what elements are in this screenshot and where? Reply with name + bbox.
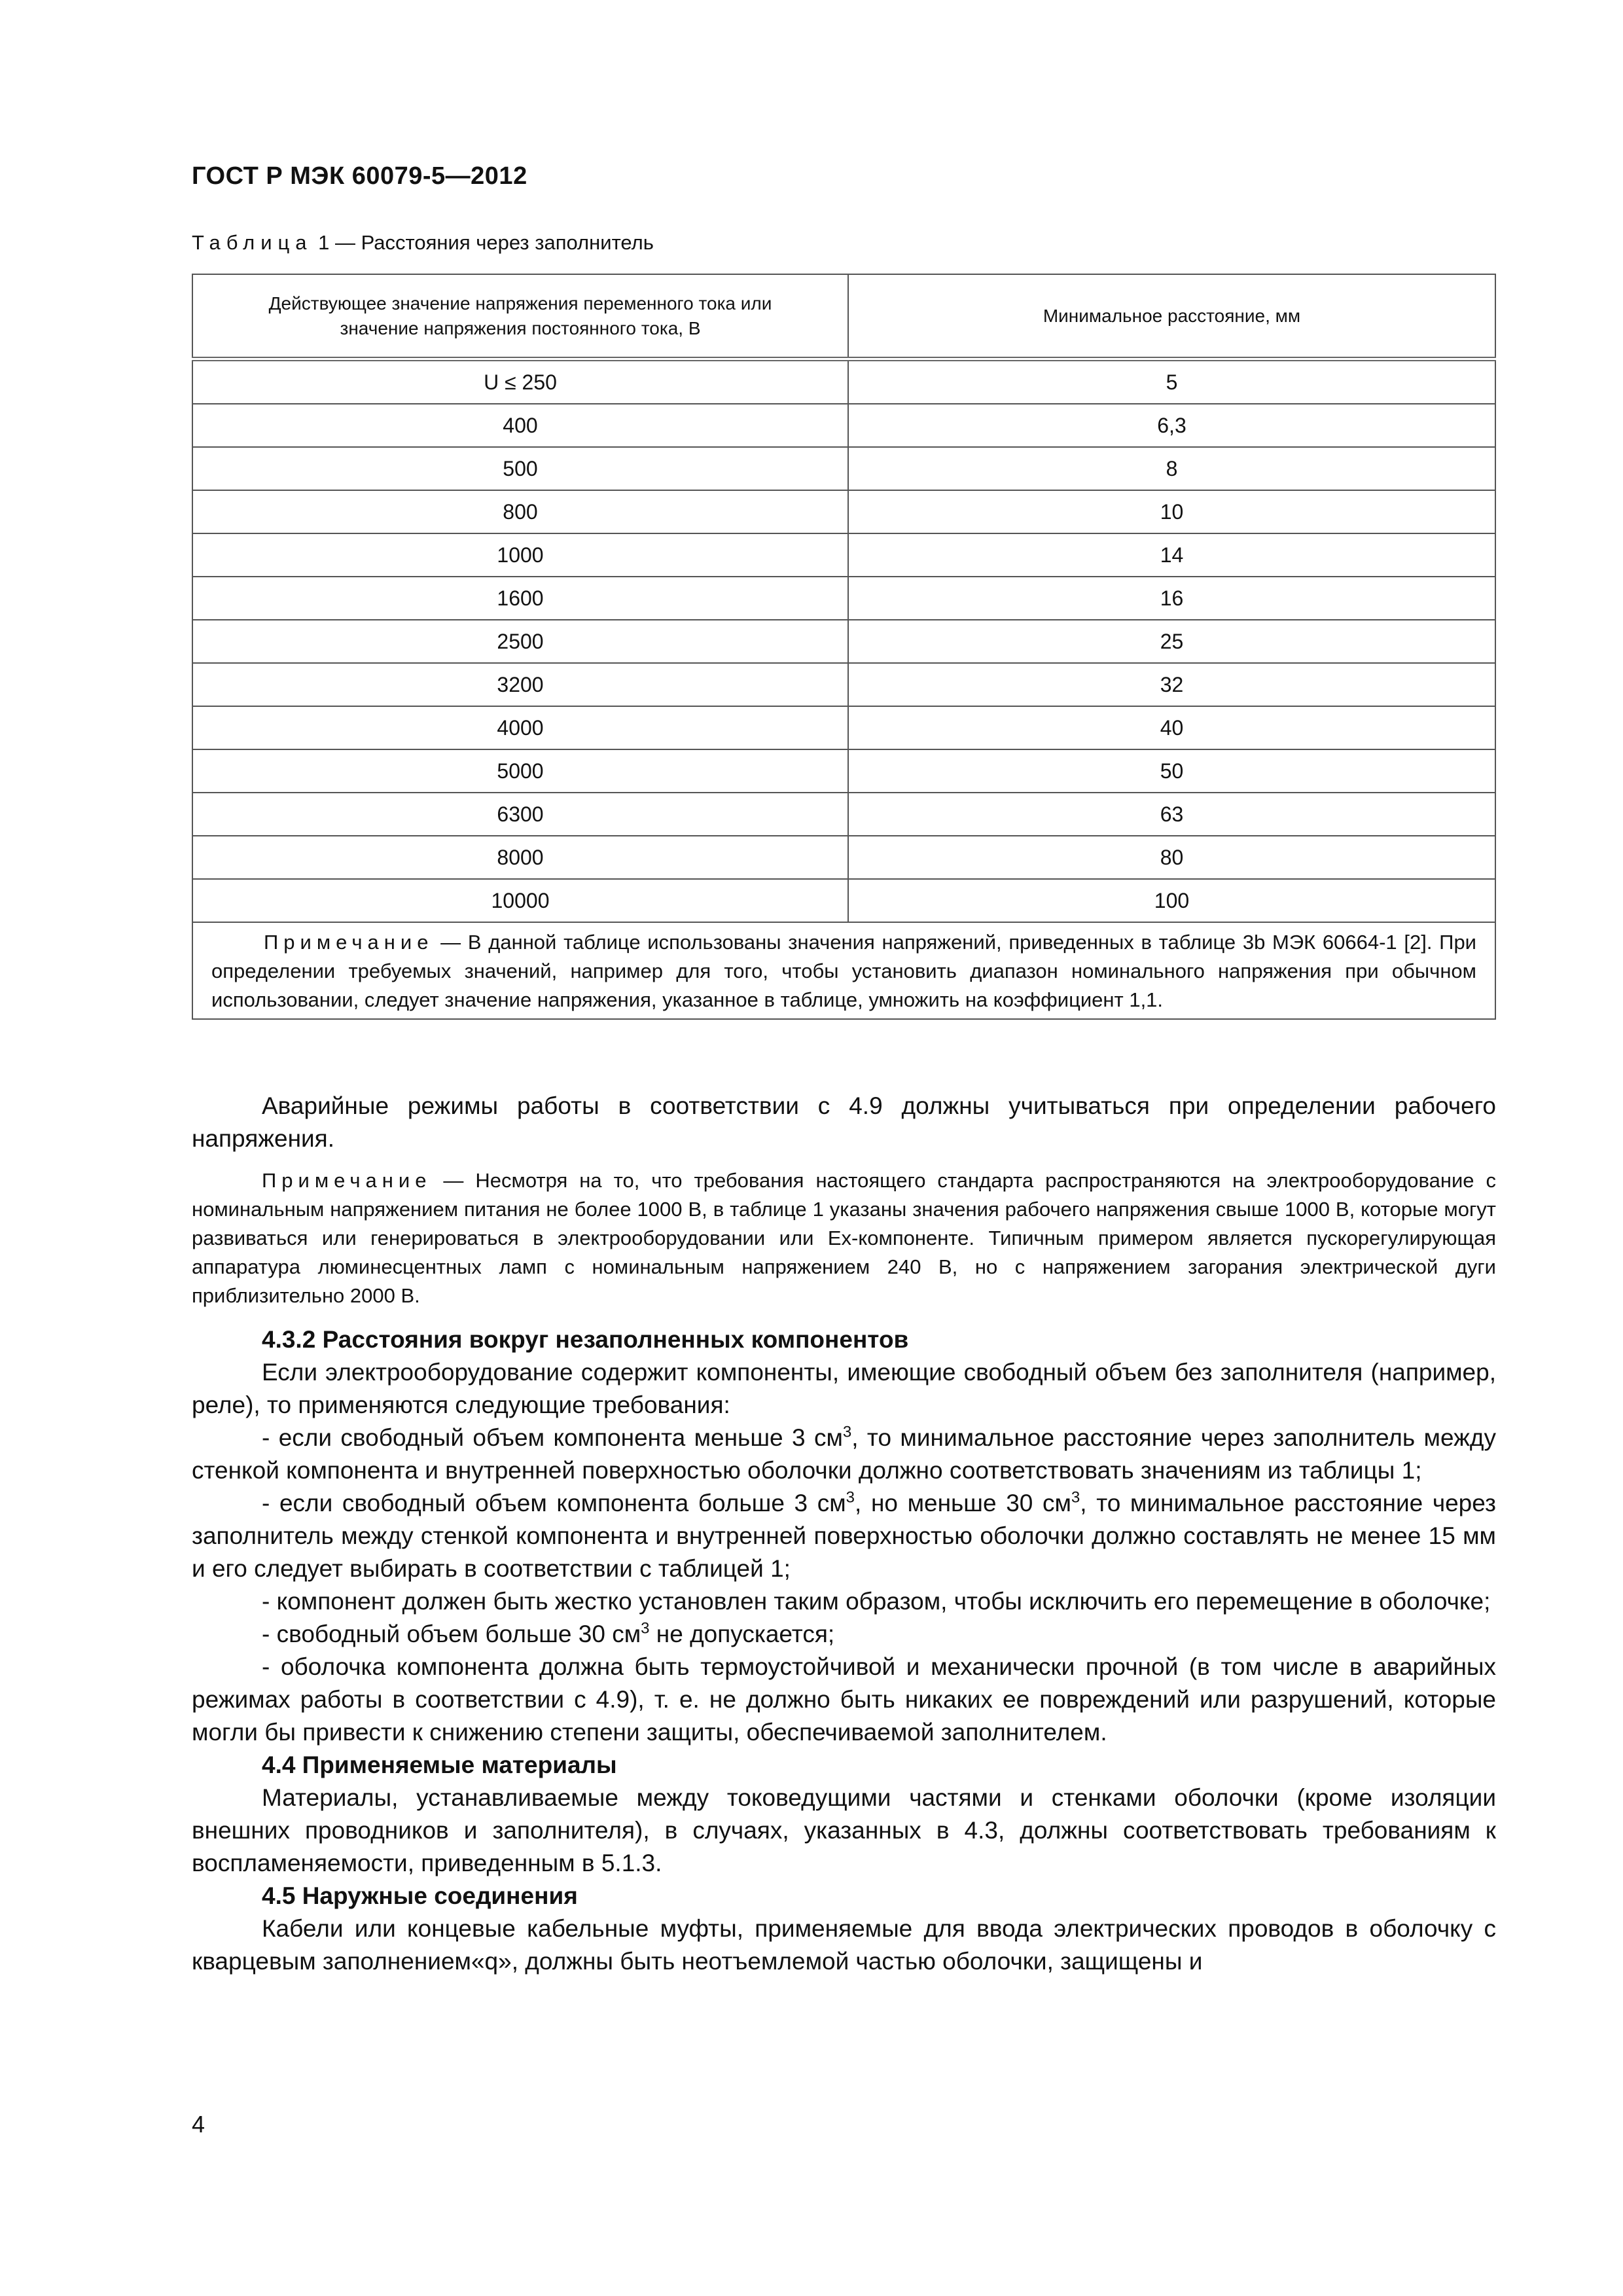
table-cell-distance: 14	[848, 533, 1495, 577]
table-cell-distance: 8	[848, 447, 1495, 490]
distances-table	[192, 274, 1496, 1020]
table-caption-word: Таблица	[192, 231, 313, 254]
list-item: - компонент должен быть жестко установлен таким образом, чтобы исключить его перемещение в оболочке;	[262, 1588, 1491, 1615]
table-header-distance: Минимальное расстояние, мм	[848, 274, 1495, 359]
body-note-word: Примечание	[262, 1169, 432, 1192]
body-note	[192, 1166, 1496, 1310]
table-row	[192, 359, 1495, 404]
table-cell-voltage: 1000	[192, 533, 848, 577]
table-row	[192, 793, 1495, 836]
section-4-5-text: Кабели или концевые кабельные муфты, применяемые для ввода электрических проводов в оболочку с кварцевым заполнением«q», должны быть неотъемлемой частью оболочки, защищены и	[192, 1915, 1496, 1975]
table-row	[192, 749, 1495, 793]
section-4-4-text: Материалы, устанавливаемые между токоведущими частями и стенками оболочки (кроме изоляции внешних проводников и заполнителя), в случаях, указанных в 4.3, должны соответствовать требованиям к воспламеняемости, приведенным в 5.1.3.	[192, 1784, 1496, 1876]
table-cell-distance: 25	[848, 620, 1495, 663]
table-row	[192, 836, 1495, 879]
table-cell-distance: 16	[848, 577, 1495, 620]
section-4-4-heading: 4.4 Применяемые материалы	[262, 1751, 617, 1778]
table-cell-voltage: 800	[192, 490, 848, 533]
table-cell-voltage: 500	[192, 447, 848, 490]
table-note-text: — В данной таблице использованы значения напряжений, приведенных в таблице 3b МЭК 60664-1 [2]. При определении требуемых значений, например для того, чтобы установить диапазон номинального напряжения при обычном использовании, следует значение напряжения, указанное в таблице, умножить на коэффициент 1,1.	[211, 931, 1476, 1011]
document-header-title: ГОСТ Р МЭК 60079-5—2012	[192, 162, 527, 190]
table-row	[192, 533, 1495, 577]
table-note-word: Примечание	[264, 931, 434, 954]
table-row	[192, 577, 1495, 620]
section-4-5-heading: 4.5 Наружные соединения	[262, 1882, 578, 1909]
table-row	[192, 490, 1495, 533]
table-row	[192, 706, 1495, 749]
table-cell-voltage: 3200	[192, 663, 848, 706]
table-cell-voltage: 2500	[192, 620, 848, 663]
table-cell-distance: 10	[848, 490, 1495, 533]
table-cell-voltage: 10000	[192, 879, 848, 922]
table-caption-text: 1 — Расстояния через заполнитель	[312, 231, 654, 254]
table-note-row	[192, 922, 1495, 1019]
table-cell-distance: 40	[848, 706, 1495, 749]
table-cell-voltage: 6300	[192, 793, 848, 836]
table-row	[192, 663, 1495, 706]
table-cell-distance: 5	[848, 359, 1495, 404]
table-cell-distance: 100	[848, 879, 1495, 922]
table-header-voltage: Действующее значение напряжения переменного тока или значение напряжения постоянного тока, В	[192, 274, 848, 359]
table-cell-voltage: 400	[192, 404, 848, 447]
table-caption	[192, 231, 654, 255]
table-cell-distance: 32	[848, 663, 1495, 706]
table-row	[192, 404, 1495, 447]
section-4-3-2-heading: 4.3.2 Расстояния вокруг незаполненных компонентов	[262, 1326, 909, 1353]
section-4-3-2	[192, 1323, 1496, 1978]
table-cell-distance: 63	[848, 793, 1495, 836]
table-row	[192, 879, 1495, 922]
table-cell-voltage: 1600	[192, 577, 848, 620]
table-cell-distance: 50	[848, 749, 1495, 793]
list-item: - оболочка компонента должна быть термоустойчивой и механически прочной (в том числе в аварийных режимах работы в соответствии с 4.9), т. е. не должно быть никаких ее повреждений или разрушений, которые могли бы привести к снижению степени защиты, обеспечиваемой заполнителем.	[192, 1653, 1496, 1746]
table-cell-voltage: 4000	[192, 706, 848, 749]
emergency-mode-paragraph: Аварийные режимы работы в соответствии с 4.9 должны учитываться при определении рабочего напряжения.	[192, 1092, 1496, 1152]
list-item: - если свободный объем компонента больше 3 $см^3$, но меньше 30 $см^3$, то минимальное расстояние через заполнитель между стенкой компонента и внутренней поверхностью оболочки должно составлять не менее 15 мм и его следует выбирать в соответствии с таблицей 1;	[192, 1488, 1496, 1582]
table-cell-distance: 80	[848, 836, 1495, 879]
table-cell-voltage: 8000	[192, 836, 848, 879]
table-row	[192, 620, 1495, 663]
table-cell-distance: 6,3	[848, 404, 1495, 447]
table-cell-voltage: U ≤ 250	[192, 359, 848, 404]
table-header-row	[192, 274, 1495, 359]
section-4-3-2-intro: Если электрооборудование содержит компоненты, имеющие свободный объем без заполнителя (например, реле), то применяются следующие требования:	[192, 1359, 1496, 1418]
table-row	[192, 447, 1495, 490]
table-note	[192, 922, 1495, 1019]
list-item: - свободный объем больше 30 $см^3$ не допускается;	[262, 1619, 835, 1647]
page-number: 4	[192, 2111, 205, 2138]
list-item: - если свободный объем компонента меньше 3 $см^3$, то минимальное расстояние через заполнитель между стенкой компонента и внутренней поверхностью оболочки должно соответствовать значениям из таблицы 1;	[192, 1423, 1496, 1484]
table-cell-voltage: 5000	[192, 749, 848, 793]
body-note-text: — Несмотря на то, что требования настоящего стандарта распространяются на электрооборудование с номинальным напряжением питания не более 1000 В, в таблице 1 указаны значения рабочего напряжения свыше 1000 В, которые могут развиваться или генерироваться в электрооборудовании или Ex-компоненте. Типичным примером является пускорегулирующая аппаратура люминесцентных ламп с номинальным напряжением 240 В, но с напряжением загорания электрической дуги приблизительно 2000 В.	[192, 1169, 1496, 1307]
